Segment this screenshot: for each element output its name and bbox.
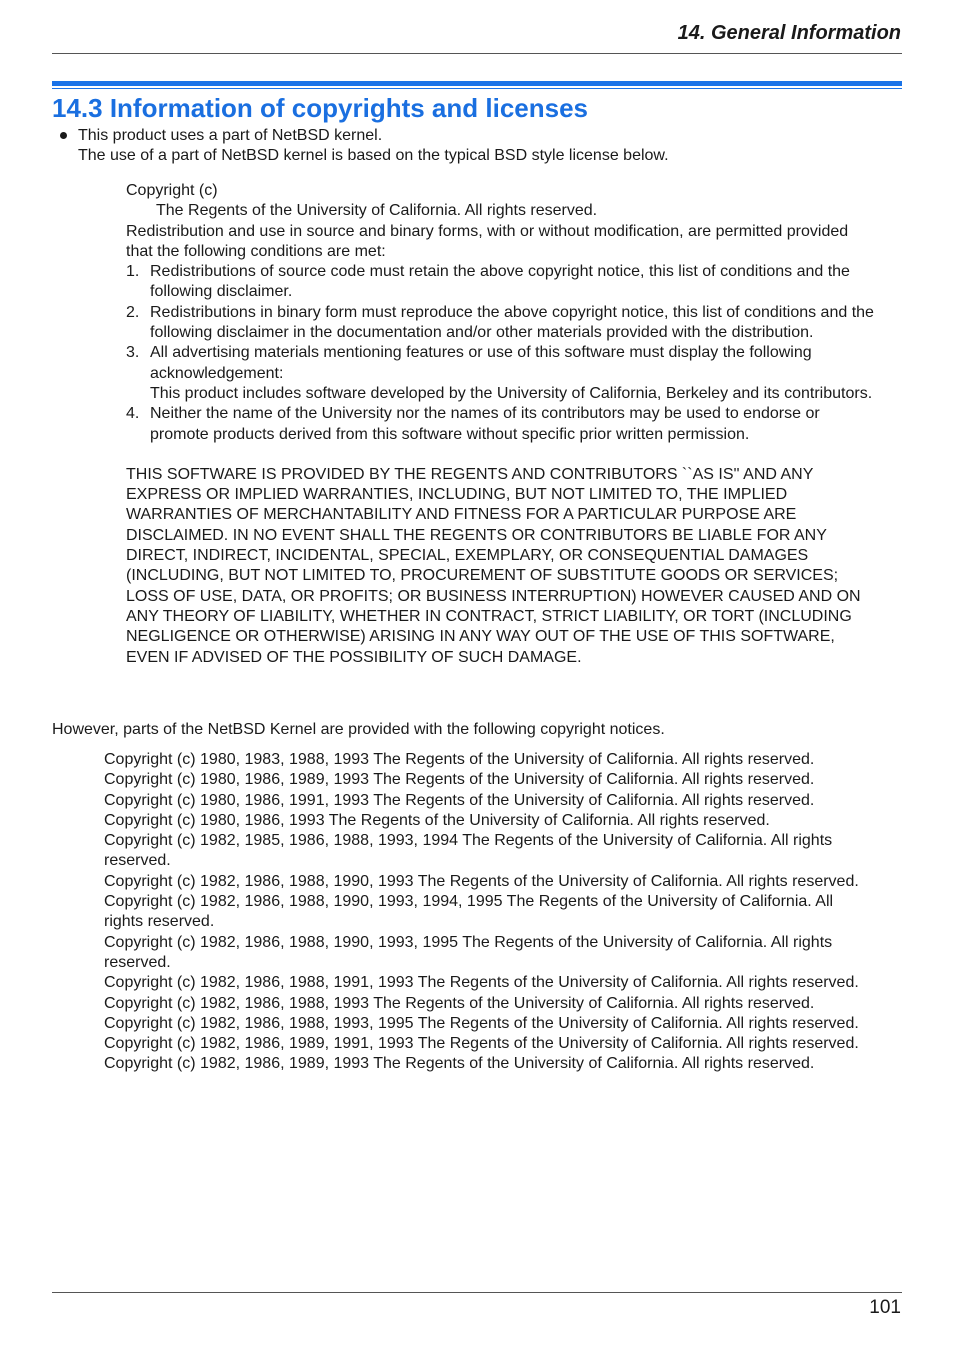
condition-number: 4. [126, 405, 140, 423]
section-title: 14.3 Information of copyrights and licenses [52, 93, 589, 123]
footer-divider [52, 1292, 902, 1293]
copyright-notice: Copyright (c) 1982, 1986, 1988, 1993 The Regents of the University of California. All rights reserved. [104, 994, 815, 1012]
section-accent-bar [52, 81, 902, 86]
copyright-notice: Copyright (c) 1980, 1983, 1988, 1993 The Regents of the University of California. All rights reserved. [104, 751, 815, 768]
copyright-notice: Copyright (c) 1980, 1986, 1993 The Regents of the University of California. All rights reserved. [104, 811, 770, 829]
license-redistribution-text: Redistribution and use in source and binary forms, with or without modification, are permitted provided that the following conditions are met: [126, 222, 849, 260]
page-number: 101 [869, 1297, 901, 1318]
condition-number: 1. [126, 263, 140, 281]
bsd-license-block [126, 181, 876, 668]
copyright-notice: Copyright (c) 1982, 1986, 1988, 1990, 1993 The Regents of the University of California. All rights reserved. [104, 872, 859, 890]
copyright-notice: Copyright (c) 1982, 1986, 1988, 1991, 1993 The Regents of the University of California. All rights reserved. [104, 974, 859, 992]
condition-acknowledgement: This product includes software developed by the University of California, Berkeley and its contributors. [150, 384, 873, 402]
license-condition [126, 262, 876, 303]
condition-number: 3. [126, 344, 140, 362]
license-condition [126, 303, 876, 344]
condition-number: 2. [126, 303, 140, 321]
header-divider [52, 53, 902, 54]
license-condition [126, 343, 876, 404]
intro-block [52, 126, 902, 167]
copyright-notice: Copyright (c) 1982, 1986, 1989, 1991, 1993 The Regents of the University of California. All rights reserved. [104, 1035, 859, 1053]
condition-text: Redistributions of source code must retain the above copyright notice, this list of conditions and the following disclaimer. [150, 263, 850, 301]
condition-text: Neither the name of the University nor the names of its contributors may be used to endorse or promote products derived from this software without specific prior written permission. [150, 405, 820, 443]
copyright-notice: Copyright (c) 1982, 1986, 1989, 1993 The Regents of the University of California. All rights reserved. [104, 1055, 815, 1073]
copyright-notice: Copyright (c) 1980, 1986, 1989, 1993 The Regents of the University of California. All rights reserved. [104, 771, 815, 789]
intro-bullet-text: This product uses a part of NetBSD kernel. [78, 127, 383, 144]
condition-text: Redistributions in binary form must reproduce the above copyright notice, this list of conditions and the following disclaimer in the documentation and/or other materials provided with the distribution. [150, 303, 874, 342]
license-disclaimer: THIS SOFTWARE IS PROVIDED BY THE REGENTS AND CONTRIBUTORS ``AS IS'' AND ANY EXPRESS OR IMPLIED WARRANTIES, INCLUDING, BUT NOT LIMITED TO, THE IMPLIED WARRANTIES OF MERCHANTABILITY AND FITNESS FOR A PARTICULAR PURPOSE ARE DISCLAIMED. IN NO EVENT SHALL THE REGENTS OR CONTRIBUTORS BE LIABLE FOR ANY DIRECT, INDIRECT, INCIDENTAL, SPECIAL, EXEMPLARY, OR CONSEQUENTIAL DAMAGES (INCLUDING, BUT NOT LIMITED TO, PROCUREMENT OF SUBSTITUTE GOODS OR SERVICES; LOSS OF USE, DATA, OR PROFITS; OR BUSINESS INTERRUPTION) HOWEVER CAUSED AND ON ANY THEORY OF LIABILITY, WHETHER IN CONTRACT, STRICT LIABILITY, OR TORT (INCLUDING NEGLIGENCE OR OTHERWISE) ARISING IN ANY WAY OUT OF THE USE OF THIS SOFTWARE, EVEN IF ADVISED OF THE POSSIBILITY OF SUCH DAMAGE. [126, 465, 861, 666]
copyright-notices-list [104, 750, 868, 1075]
license-condition [126, 404, 876, 445]
copyright-notice: Copyright (c) 1982, 1986, 1988, 1993, 1995 The Regents of the University of California. All rights reserved. [104, 1014, 859, 1032]
copyright-notice: Copyright (c) 1982, 1986, 1988, 1990, 1993, 1994, 1995 The Regents of the University of California. All rights reserved. [104, 893, 834, 931]
intro-bullet-item [52, 126, 902, 167]
copyright-notice: Copyright (c) 1980, 1986, 1991, 1993 The Regents of the University of California. All rights reserved. [104, 791, 815, 809]
copyright-notice: Copyright (c) 1982, 1986, 1988, 1990, 1993, 1995 The Regents of the University of California. All rights reserved. [104, 933, 833, 971]
however-paragraph: However, parts of the NetBSD Kernel are provided with the following copyright notices. [52, 721, 665, 738]
license-copyright-holder: The Regents of the University of California. All rights reserved. [156, 202, 598, 220]
chapter-title: 14. General Information [677, 22, 901, 44]
license-copyright-label: Copyright (c) [126, 182, 218, 199]
section-accent-line [52, 88, 902, 89]
copyright-notice: Copyright (c) 1982, 1985, 1986, 1988, 1993, 1994 The Regents of the University of California. All rights reserved. [104, 832, 833, 870]
condition-text: All advertising materials mentioning features or use of this software must display the following acknowledgement: [150, 344, 812, 382]
bullet-icon [60, 132, 67, 139]
intro-follow-text: The use of a part of NetBSD kernel is based on the typical BSD style license below. [78, 147, 669, 165]
